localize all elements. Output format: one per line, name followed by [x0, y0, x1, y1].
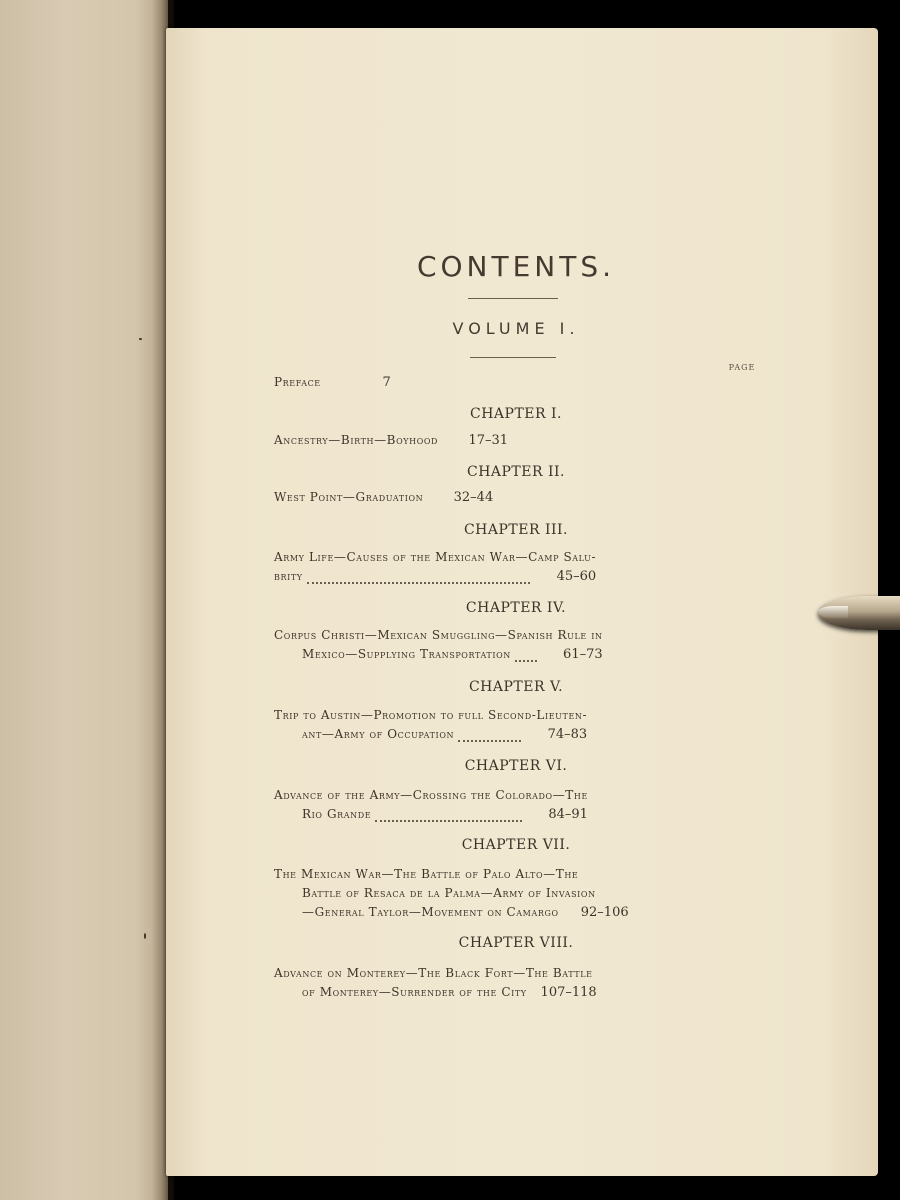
left-page — [0, 0, 168, 1200]
leader-dots — [307, 581, 530, 584]
entry-title: Preface — [274, 375, 321, 389]
paper-speck — [139, 338, 142, 340]
entry-title-line: Army Life—Causes of the Mexican War—Camp Salu- — [274, 550, 597, 564]
page-number: 84–91 — [548, 807, 588, 822]
entry-title-line: Advance of the Army—Crossing the Colorado—The — [274, 788, 588, 802]
chapter-heading-6: CHAPTER VI. — [464, 758, 568, 774]
entry-title-line: —General Taylor—Movement on Camargo — [302, 905, 559, 919]
page-number: 74–83 — [547, 727, 588, 742]
page-title: CONTENTS. — [416, 250, 616, 283]
page-number: 61–73 — [563, 647, 603, 662]
entry-title-line: Mexico—Supplying Transportation — [302, 647, 511, 661]
chapter-heading-7: CHAPTER VII. — [461, 837, 571, 853]
page-column-label: PAGE — [728, 363, 756, 372]
chapter-heading-5: CHAPTER V. — [468, 679, 564, 695]
entry-title-line: Rio Grande — [302, 807, 372, 821]
entry-title-line: The Mexican War—The Battle of Palo Alto—The — [274, 867, 579, 881]
entry-title-line: Battle of Resaca de la Palma—Army of Invasion — [302, 886, 596, 900]
chapter-heading-2: CHAPTER II. — [466, 464, 565, 480]
leader-dots — [375, 819, 522, 822]
entry-title: West Point—Graduation — [274, 490, 424, 504]
page-number: 17–31 — [468, 433, 509, 448]
entry-title-line: of Monterey—Surrender of the City — [302, 985, 527, 999]
chapter-heading-8: CHAPTER VIII. — [458, 935, 574, 951]
toc-entry-chapter-3[interactable] — [274, 550, 596, 588]
chapter-heading-4: CHAPTER IV. — [465, 600, 567, 616]
entry-title-line: Corpus Christi—Mexican Smuggling—Spanish Rule in — [274, 628, 603, 642]
entry-title-line: Advance on Monterey—The Black Fort—The Battle — [274, 966, 593, 980]
title-rule — [468, 298, 558, 299]
toc-entry-chapter-6[interactable] — [274, 788, 588, 826]
entry-title-line: brity — [274, 569, 303, 583]
toc-entry-chapter-7[interactable] — [274, 867, 629, 924]
toc-entry-chapter-4[interactable] — [274, 628, 603, 666]
volume-rule — [470, 357, 556, 358]
entry-title: Ancestry—Birth—Boyhood — [274, 433, 439, 447]
page-number: 32–44 — [453, 490, 494, 505]
paper-speck — [144, 933, 146, 939]
page-number: 92–106 — [580, 905, 629, 920]
toc-entry-preface[interactable] — [274, 375, 391, 394]
toc-entry-chapter-5[interactable] — [274, 708, 587, 746]
contents-page — [166, 28, 878, 1176]
volume-heading: VOLUME I. — [452, 319, 580, 338]
entry-title-line: ant—Army of Occupation — [302, 727, 455, 741]
leader-dots — [515, 659, 537, 662]
pen-tip — [818, 606, 848, 618]
chapter-heading-1: CHAPTER I. — [470, 406, 562, 422]
leader-dots — [458, 739, 521, 742]
page-number: 7 — [382, 375, 391, 390]
toc-entry-chapter-1[interactable] — [274, 433, 508, 452]
toc-entry-chapter-2[interactable] — [274, 490, 493, 509]
chapter-heading-3: CHAPTER III. — [463, 522, 569, 538]
toc-entry-chapter-8[interactable] — [274, 966, 597, 1004]
contents-text — [166, 28, 878, 1176]
page-number: 107–118 — [540, 985, 597, 1000]
entry-title-line: Trip to Austin—Promotion to full Second-Lieuten- — [274, 708, 588, 722]
page-number: 45–60 — [556, 569, 597, 584]
